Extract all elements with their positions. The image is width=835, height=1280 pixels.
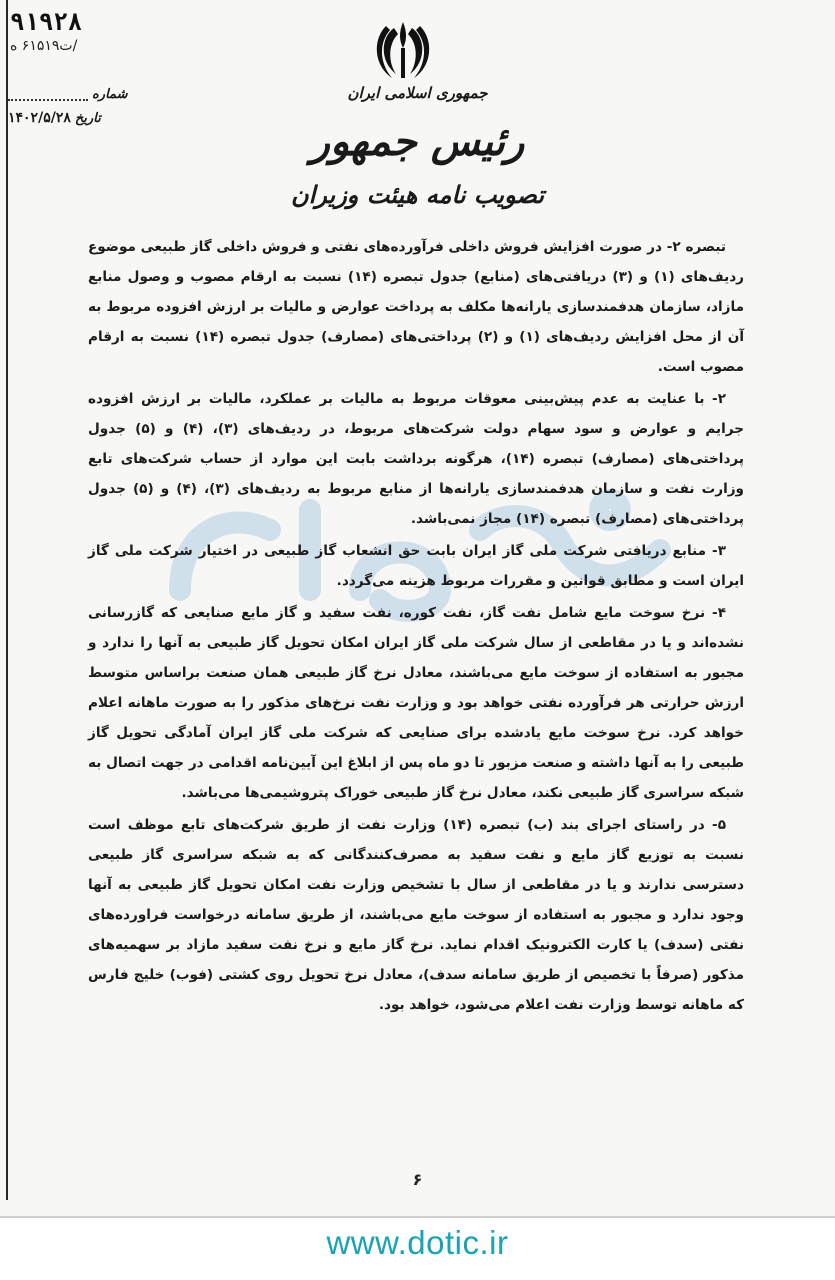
- paragraph-clause-3: ۳- منابع دریافتی شرکت ملی گاز ایران بابت حق انشعاب گاز طبیعی در اختیار شرکت ملی گاز ایران است و مطابق قوانین و مقررات مربوط هزینه می‌گردد.: [88, 543, 744, 589]
- page-divider: [0, 1216, 835, 1218]
- source-url[interactable]: www.dotic.ir: [326, 1224, 509, 1261]
- iran-emblem-icon: [372, 18, 434, 82]
- reference-code: /ت۶۱۵۱۹ ه: [10, 38, 78, 54]
- page-number: ۶: [412, 1170, 423, 1189]
- document-type: تصویب نامه هیئت وزیران: [290, 180, 545, 209]
- paragraph-clause-5: ۵- در راستای اجرای بند (ب) تبصره (۱۴) وزارت نفت از طریق شرکت‌های تابع موظف است نسبت به توزیع گاز مایع و نفت سفید به مصرف‌کنندگانی که به شبکه سراسری گاز طبیعی دسترسی ندارند و یا در مقاطعی از سال با تشخیص وزارت نفت امکان تحویل گاز طبیعی به آنها وجود ندارد و مجبور به استفاده از سوخت مایع می‌باشند، از طریق سامانه درخواست فراورده‌های نفتی (سدف) یا کارت الکترونیک اقدام نماید. نرخ گاز مایع و نرخ نفت سفید مازاد بر سهمیه‌های مذکور (صرفاً با تخصیص از طریق سامانه سدف)، معادل نرخ تحویل روی کشتی (فوب) خلیج فارس که ماهانه توسط وزارت نفت اعلام می‌شود، خواهد بود.: [88, 817, 744, 1013]
- document-body: [88, 232, 744, 1022]
- paragraph-clause-2: ۲- با عنایت به عدم پیش‌بینی معوقات مربوط به مالیات بر عملکرد، مالیات بر ارزش افزوده جرایم و عوارض و سود سهام دولت شرکت‌های مربوط، در ردیف‌های (۳)، (۴) و (۵) جدول پرداختی‌های (مصارف) تبصره (۱۴)، هرگونه برداشت بابت این موارد از حساب شرکت‌های تابع وزارت نفت و سازمان هدفمندسازی یارانه‌ها از منابع مربوط به ردیف‌های (۳)، (۴) و (۵) جدول پرداختی‌های (مصارف) تبصره (۱۴) مجاز نمی‌باشد.: [88, 391, 745, 527]
- reference-number: ٩١٩٢٨: [10, 8, 83, 36]
- paragraph-clause-4: ۴- نرخ سوخت مایع شامل نفت گاز، نفت کوره، نفت سفید و گاز مایع صنایعی که گازرسانی نشده‌اند و یا در مقاطعی از سال شرکت ملی گاز ایران امکان تحویل گاز طبیعی به آنها را ندارد و مجبور به استفاده از سوخت مایع می‌باشند، معادل نرخ گاز طبیعی همان صنعت براساس متوسط ارزش حرارتی هر فرآورده نفتی خواهد بود و وزارت نفت نرخ‌های مذکور را به صورت ماهانه اعلام خواهد کرد. نرخ سوخت مایع یادشده برای صنایعی که شرکت ملی گاز ایران آمادگی تحویل گاز طبیعی را به آنها داشته و صنعت مزبور تا دو ماه پس از ابلاغ این آیین‌نامه اقدامی در جهت اتصال به شبکه سراسری گاز طبیعی نکند، معادل نرخ گاز طبیعی خوراک پتروشیمی‌ها می‌باشد.: [88, 605, 744, 801]
- paragraph-note-2: تبصره ۲- در صورت افزایش فروش داخلی فرآورده‌های نفتی و فروش داخلی گاز طبیعی موضوع ردیف‌های (۱) و (۳) دریافتی‌های (منابع) جدول تبصره (۱۴) نسبت به ارقام مصوب و وصول منابع مازاد، سازمان هدفمندسازی یارانه‌ها مکلف به پرداخت عوارض و مالیات بر ارزش افزوده مربوط به آن از محل افزایش ردیف‌های (۱) و (۲) پرداختی‌های (مصارف) جدول تبصره (۱۴) نسبت به ارقام مصوب است.: [88, 239, 745, 375]
- date-label: تاریخ: [74, 110, 101, 126]
- date-value: ۱۴۰۲/۵/۲۸: [8, 110, 71, 126]
- number-label: شماره: [92, 86, 128, 102]
- office-title: رئیس جمهور: [310, 118, 525, 165]
- country-name: جمهوری اسلامی ایران: [347, 84, 488, 102]
